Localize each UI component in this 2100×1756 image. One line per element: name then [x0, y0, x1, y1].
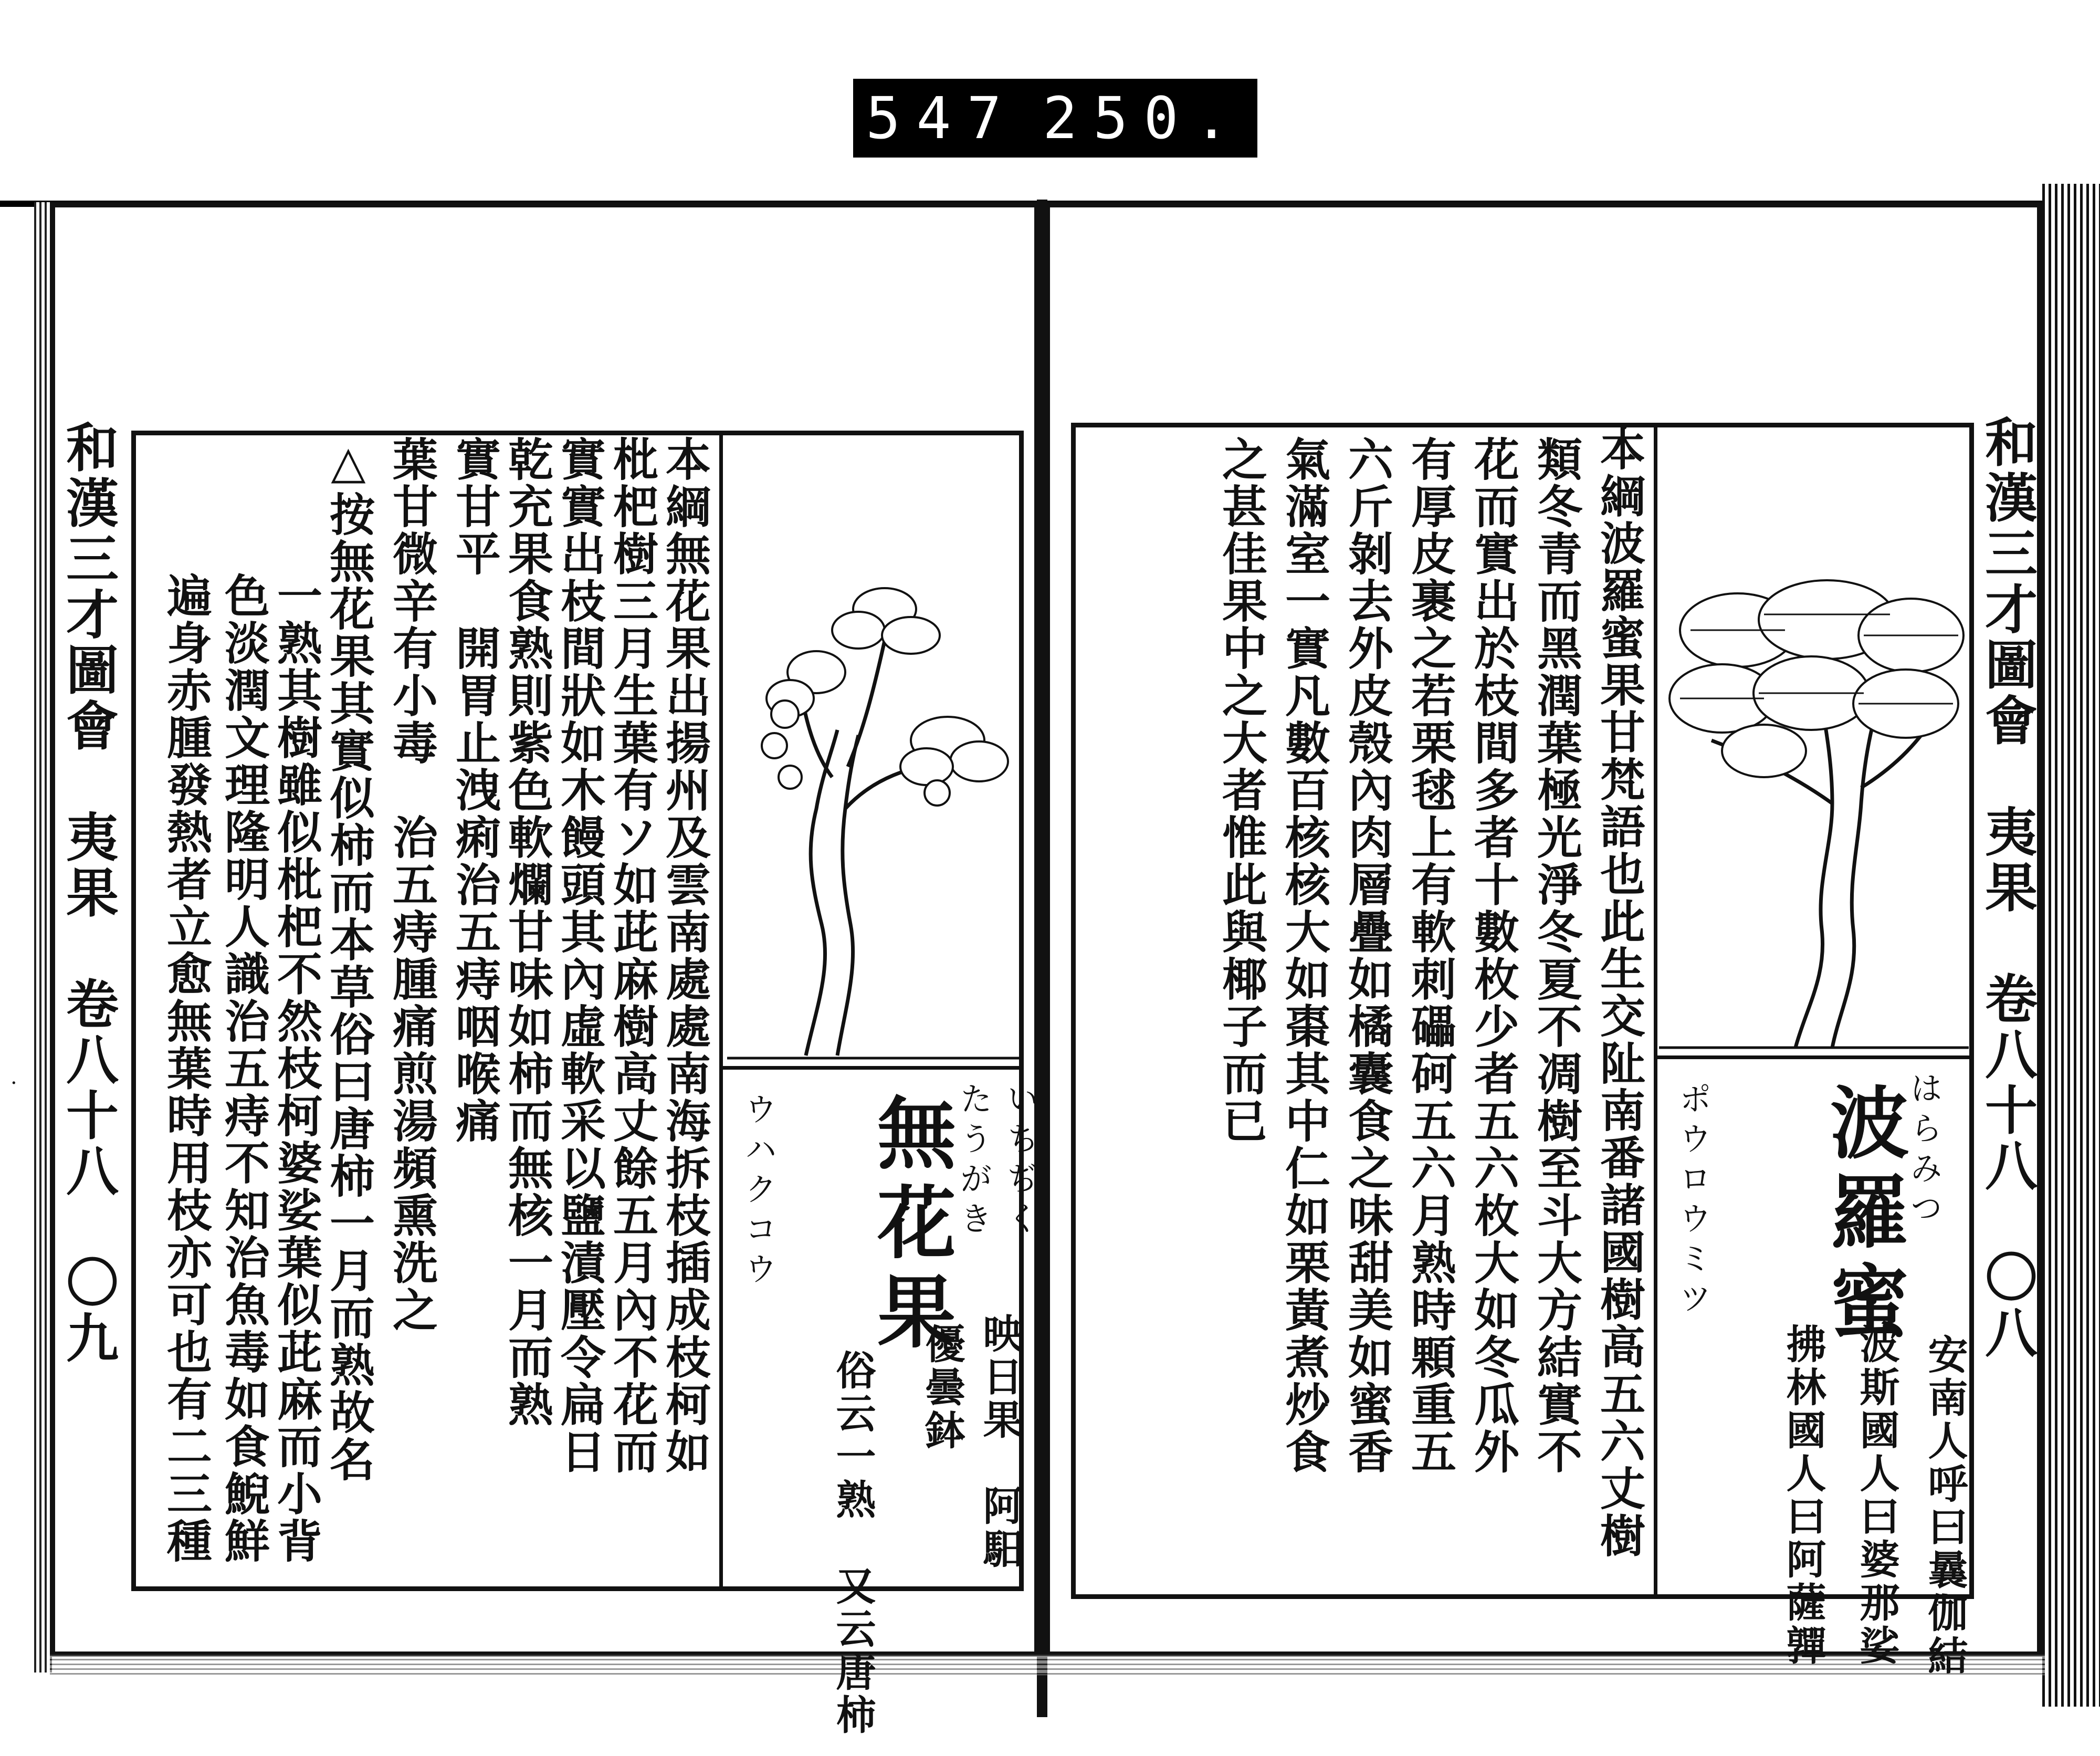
right-text-column-7: 之甚佳果中之大者惟此與椰子而已 — [1214, 436, 1267, 1145]
right-margin-header: 和漢三才圖會 夷果 卷八十八 〇八 — [1976, 415, 2038, 1361]
right-entry-reading-hiragana: はらみつ — [1905, 1071, 1943, 1231]
left-text-column-2: 枇杷樹三月生葉有ソ如茈麻樹高丈餘五月內不花而 — [605, 436, 658, 1476]
left-text-column-9: 色淡潤文理隆明人識治五痔不知治魚毒如食鯢鮮 — [217, 572, 270, 1565]
stray-mark: · — [10, 1071, 17, 1095]
archive-number-left: 547 — [866, 85, 1017, 152]
left-entry-reading-hiragana: いちぢく たうがき — [954, 1082, 1040, 1241]
left-text-column-4: 乾充果食熟則紫色軟爛甘味如柿而無核一月而熟 — [500, 436, 553, 1428]
archive-label — [853, 79, 1257, 158]
left-text-column-6: 葉甘微辛有小毒 治五痔腫痛煎湯頻熏洗之 — [385, 436, 438, 1334]
jackfruit-tree-illustration — [1659, 567, 1969, 1050]
right-page-edge — [2042, 184, 2100, 1707]
left-text-column-8: 一熟其樹雖似枇杷不然枝柯婆娑葉似茈麻而小背 — [269, 572, 322, 1565]
left-alias-3: 俗云一熟 又云唐柿 — [830, 1350, 876, 1737]
left-text-column-7: △按無花果其實似柿而本草俗曰唐柿一月而熟故名 — [322, 436, 375, 1483]
right-alias-1: 安南人呼曰曩伽結 — [1922, 1334, 1968, 1678]
left-text-column-5: 實甘平 開胃止洩痢治五痔咽喉痛 — [448, 436, 501, 1145]
left-text-column-1: 本綱無花果出揚州及雲南處處南海拆枝插成枝柯如 — [658, 436, 711, 1476]
left-margin-header: 和漢三才圖會 夷果 卷八十八 〇九 — [57, 420, 119, 1366]
right-text-column-4: 有厚皮裹之若栗毬上有軟刺礧砢五六月熟時顆重五 — [1403, 436, 1456, 1476]
right-illustration-divider — [1654, 1055, 1974, 1059]
right-text-column-5: 六斤剝去外皮殼內肉層疊如橘囊食之味甜美如蜜香 — [1340, 436, 1393, 1476]
archive-number-right: 250. — [1042, 85, 1245, 152]
right-entry-title: 波羅蜜 — [1816, 1082, 1909, 1350]
left-alias-2: 優曇鉢 — [919, 1323, 965, 1452]
right-text-column-3: 花而實出於枝間多者十數枚少者五六枚大如冬瓜外 — [1466, 436, 1519, 1476]
bottom-page-edge — [50, 1654, 2045, 1675]
fig-tree-illustration — [727, 557, 1021, 1061]
left-illustration-divider — [719, 1066, 1024, 1070]
right-alias-2: 波斯國人曰婆那娑 — [1853, 1323, 1900, 1668]
left-entry-reading-katakana: ウハクコウ — [739, 1092, 778, 1292]
right-text-column-1: 本綱波羅蜜果甘梵語也此生交阯南番諸國樹高五六丈樹 — [1592, 425, 1645, 1560]
right-text-column-2: 類冬青而黑潤葉極光淨冬夏不凋樹至斗大方結實不 — [1529, 436, 1582, 1476]
left-alias-1: 映日果 阿馹 — [976, 1313, 1023, 1571]
right-text-column-6: 氣滿室一實凡數百核核大如棗其中仁如栗黃煮炒食 — [1277, 436, 1330, 1476]
right-entry-reading-katakana: ポウロウミツ — [1674, 1082, 1712, 1321]
left-text-column-3: 實實出枝間狀如木饅頭其內虛軟采以鹽漬壓令扁日 — [553, 436, 606, 1476]
right-alias-3: 拂林國人曰阿薩嚲 — [1780, 1323, 1826, 1668]
book-spine — [1037, 200, 1047, 1717]
left-text-column-10: 遍身赤腫發熱者立愈無葉時用枝亦可也有二三種 — [159, 572, 212, 1565]
left-entry-title: 無花果 — [864, 1092, 956, 1360]
